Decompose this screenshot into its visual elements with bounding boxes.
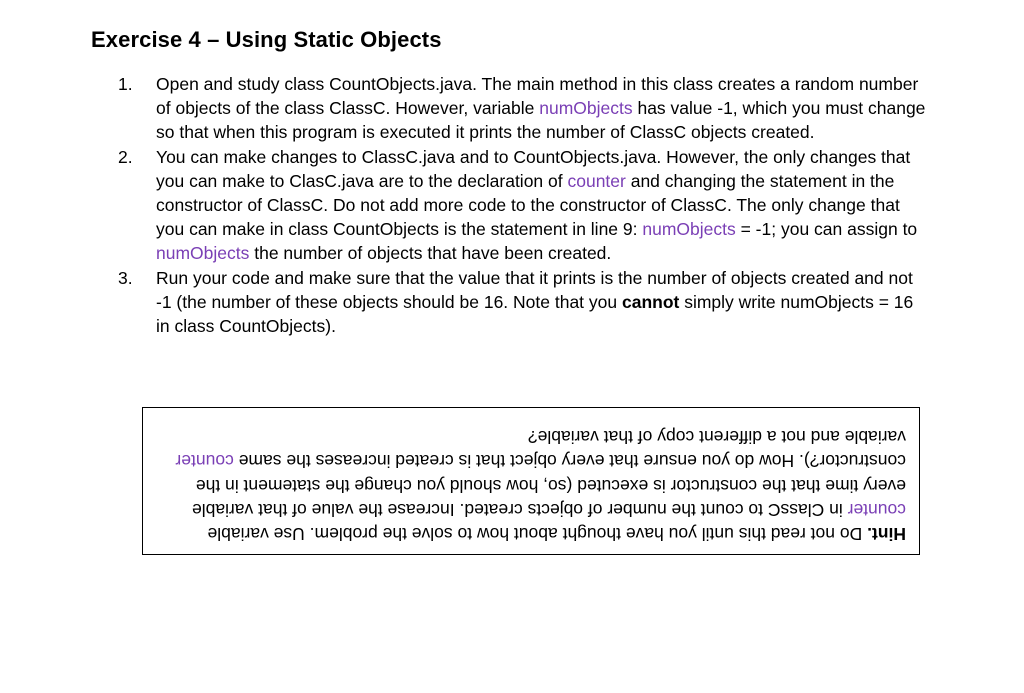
- item-text: the number of objects that have been created.: [249, 243, 612, 264]
- item-number: 2.: [118, 146, 133, 167]
- code-keyword-numObjects: numObjects: [539, 98, 633, 119]
- code-keyword-counter: counter: [847, 499, 906, 520]
- item-number: 3.: [118, 267, 133, 288]
- item-text: and changing the statement in the constructor of ClassC. Do not add more code to the constructor of ClassC. The only change that you can make in class CountObjects is the statement in line 9:: [156, 170, 900, 240]
- list-item-3: [118, 266, 928, 339]
- code-keyword-numObjects: numObjects: [642, 219, 736, 240]
- code-keyword-numObjects: numObjects: [156, 243, 250, 264]
- instruction-list: [118, 72, 928, 338]
- item-text: = -1; you can assign to: [735, 219, 918, 240]
- list-item-1: [118, 72, 928, 145]
- exercise-title: Exercise 4 – Using Static Objects: [91, 27, 442, 52]
- hint-box: [142, 407, 920, 555]
- hint-label: Hint.: [867, 524, 906, 545]
- hint-text: Do not read this until you have thought about how to solve the problem. Use variable: [207, 524, 868, 545]
- code-keyword-counter: counter: [175, 451, 234, 472]
- emphasis-cannot: cannot: [621, 291, 680, 312]
- item-text: You can make changes to ClassC.java and to CountObjects.java. However, the only changes that you can make to ClasC.java are to the declaration of: [156, 146, 911, 191]
- item-text: has value -1, which you must change so that when this program is executed it prints the number of ClassC objects created.: [156, 98, 926, 143]
- item-text: simply write numObjects = 16 in class CountObjects).: [156, 291, 914, 337]
- item-number: 1.: [118, 74, 133, 94]
- hint-text: variable and not a different copy of that variable?: [527, 427, 906, 448]
- list-item-2: [118, 145, 928, 266]
- hint-text-upside-down: [161, 425, 906, 546]
- hint-text: in ClassC to count the number of objects created. Increase the value of that variable every time that the constructor is executed (so, how should you change the statement in the constructor?). How do you ensure that every object that is created increases the same: [191, 451, 906, 520]
- item-text: Run your code and make sure that the value that it prints is the number of objects created and not -1 (the number of these objects should be 16. Note that you: [156, 267, 913, 312]
- code-keyword-counter: counter: [567, 170, 626, 191]
- item-text: Open and study class CountObjects.java. The main method in this class creates a random number of objects of the class ClassC. However, variable: [156, 74, 919, 119]
